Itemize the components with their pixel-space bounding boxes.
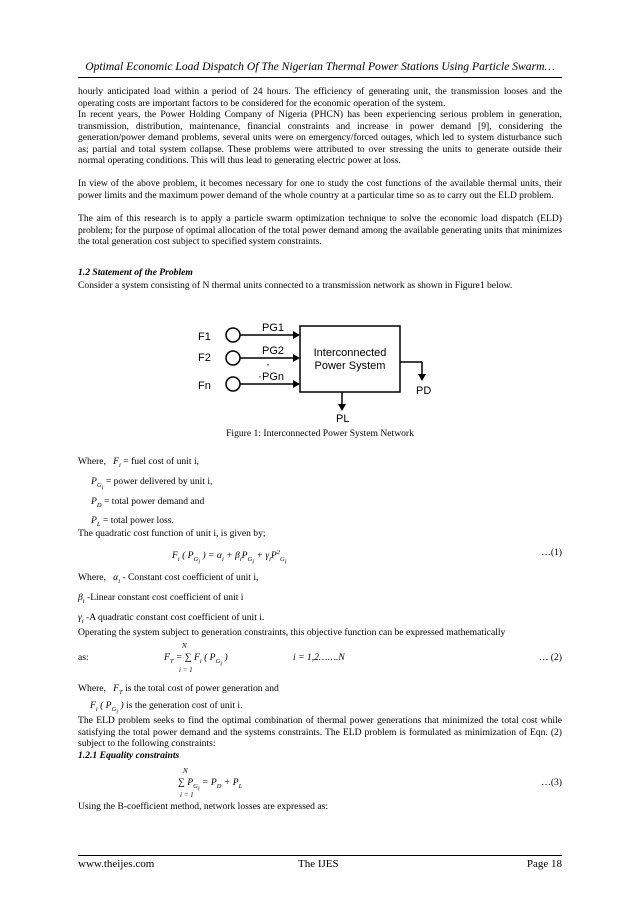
equation-2: $F_T$ = ∑ $F_i$ ( $P_{G_i}$ ) xyxy=(164,652,228,668)
def-gamma: $\gamma_i$ -A quadratic constant cost coefficient of unit i. xyxy=(78,612,265,625)
input-label-f2: F2 xyxy=(198,352,211,364)
def-generation-cost: $F_i$ ( $P_{G_i}$ ) is the generation cost of unit i. xyxy=(90,700,243,716)
generator-2-circle xyxy=(226,351,240,365)
intro-paragraph-4: The aim of this research is to apply a particle swarm optimization technique to solve the economic load dispatch (ELD) problem; for the purpose of optimal allocation of the total power demand among the available generating units that minimizes the total generation cost subject to specified system constraints. xyxy=(78,213,562,247)
def-fi-text: = fuel cost of unit i, xyxy=(123,456,200,467)
quadratic-intro: The quadratic cost function of unit i, is given by; xyxy=(78,528,266,539)
def-beta-text: -Linear constant cost coefficient of unit i xyxy=(87,592,244,603)
def-alpha: Where, $\alpha_i$ - Constant cost coefficient of unit i, xyxy=(78,572,259,585)
interconnected-power-system-figure xyxy=(196,318,446,426)
where-label-1: Where, xyxy=(78,456,106,467)
def-total-cost: Where, $F_T$ is the total cost of power generation and xyxy=(78,683,279,696)
generator-1-circle xyxy=(226,328,240,342)
pd-label: PD xyxy=(416,385,432,397)
def-ft-text: is the total cost of power generation and xyxy=(125,683,279,694)
output-label-pg2: PG2 xyxy=(262,345,285,357)
def-pd-text: = total power demand and xyxy=(103,496,205,507)
pl-label: PL xyxy=(336,413,350,425)
eld-paragraph: The ELD problem seeks to find the optimal combination of thermal power generations that minimized the total cost while satisfying the total power demand and the systems constraints. The ELD problem is formulated as minimization of Eqn. (2) subject to the following constraints: xyxy=(78,715,562,749)
equation-3-number: …(3) xyxy=(541,777,562,788)
b-coefficient-text: Using the B-coefficient method, network losses are expressed as: xyxy=(78,801,328,812)
def-pl-text: = total power loss. xyxy=(102,515,174,526)
output-label-pg1: PG1 xyxy=(262,322,285,334)
generator-n-circle xyxy=(226,377,240,391)
header-rule xyxy=(78,77,562,78)
subsection-heading: 1.2.1 Equality constraints xyxy=(78,750,180,761)
intro-paragraph-1: hourly anticipated load within a period of 24 hours. The efficiency of generating unit, the transmission looses and the operating costs are important factors to be considered for the economic operation of the system. xyxy=(78,86,562,109)
equation-1-number: …(1) xyxy=(541,547,562,558)
def-fipg-text: is the generation cost of unit i. xyxy=(126,700,243,711)
figure-caption: Figure 1: Interconnected Power System Network xyxy=(226,428,414,439)
input-label-f1: F1 xyxy=(198,331,211,343)
def-total-loss: $P_L$ = total power loss. xyxy=(91,515,174,528)
box-label-line-1: Interconnected xyxy=(313,347,387,359)
intro-paragraph-3: In view of the above problem, it becomes necessary for one to study the cost functions of the available thermal units, their power limits and the maximum power demand of the whole country at a particular time so as to carry out the ELD problem. xyxy=(78,178,562,201)
running-head: Optimal Economic Load Dispatch Of The Nigerian Thermal Power Stations Using Particle Swarm… xyxy=(85,60,555,73)
power-system-box xyxy=(300,326,400,392)
equation-3: ∑ $P_{G_i} = P_D + P_L$ xyxy=(178,777,243,793)
footer-rule xyxy=(78,855,562,856)
where-label-3: Where, xyxy=(78,683,106,694)
output-label-pgn: PGn xyxy=(262,371,285,383)
def-pg-text: = power delivered by unit i, xyxy=(105,476,213,487)
equation-2-range: i = 1,2…….N xyxy=(293,652,345,663)
intro-paragraph-2: In recent years, the Power Holding Company of Nigeria (PHCN) has been experiencing serious problem in generation, transmission, distribution, maintenance, financial constraints and increase in power demand [9], considering the generation/power demand problems, several units were on emergency/forced outages, which led to system disturbance such as; partial and total system collapse. These problems were attributed to over stressing the units to generate outside their normal operating conditions. This will thus lead to generating electric power at loss. xyxy=(78,109,562,166)
operating-text: Operating the system subject to generation constraints, this objective function can be expressed mathematically xyxy=(78,627,506,638)
as-label: as: xyxy=(78,652,89,663)
def-gamma-text: -A quadratic constant cost coefficient of unit i. xyxy=(86,612,265,623)
def-beta: $\beta_i$ -Linear constant cost coefficient of unit i xyxy=(78,592,244,605)
equation-1: $F_i$ ( $P_{G_i}$ ) = $\alpha_i + \beta_iP_{G_i} + \gamma_iP^2_{G_i}$ xyxy=(172,549,287,566)
statement-paragraph: Consider a system consisting of N thermal units connected to a transmission network as shown in Figure1 below. xyxy=(78,280,513,291)
def-power-delivered: $P_{G_i}$ = power delivered by unit i, xyxy=(91,476,213,492)
footer-journal: The IJES xyxy=(298,858,339,870)
def-fuel-cost: Where, $F_i$ = fuel cost of unit i, xyxy=(78,456,200,469)
section-heading: 1.2 Statement of the Problem xyxy=(78,267,193,278)
footer-page-number: Page 18 xyxy=(526,858,562,870)
input-label-fn: Fn xyxy=(198,380,211,392)
def-total-demand: $P_D$ = total power demand and xyxy=(91,496,205,509)
def-alpha-text: - Constant cost coefficient of unit i, xyxy=(122,572,259,583)
equation-2-number: … (2) xyxy=(538,652,562,663)
box-label-line-2: Power System xyxy=(314,360,386,372)
footer-website[interactable]: www.theijes.com xyxy=(78,858,155,870)
svg-text:·: · xyxy=(266,357,270,371)
where-label-2: Where, xyxy=(78,572,106,583)
svg-text:·: · xyxy=(258,369,262,383)
